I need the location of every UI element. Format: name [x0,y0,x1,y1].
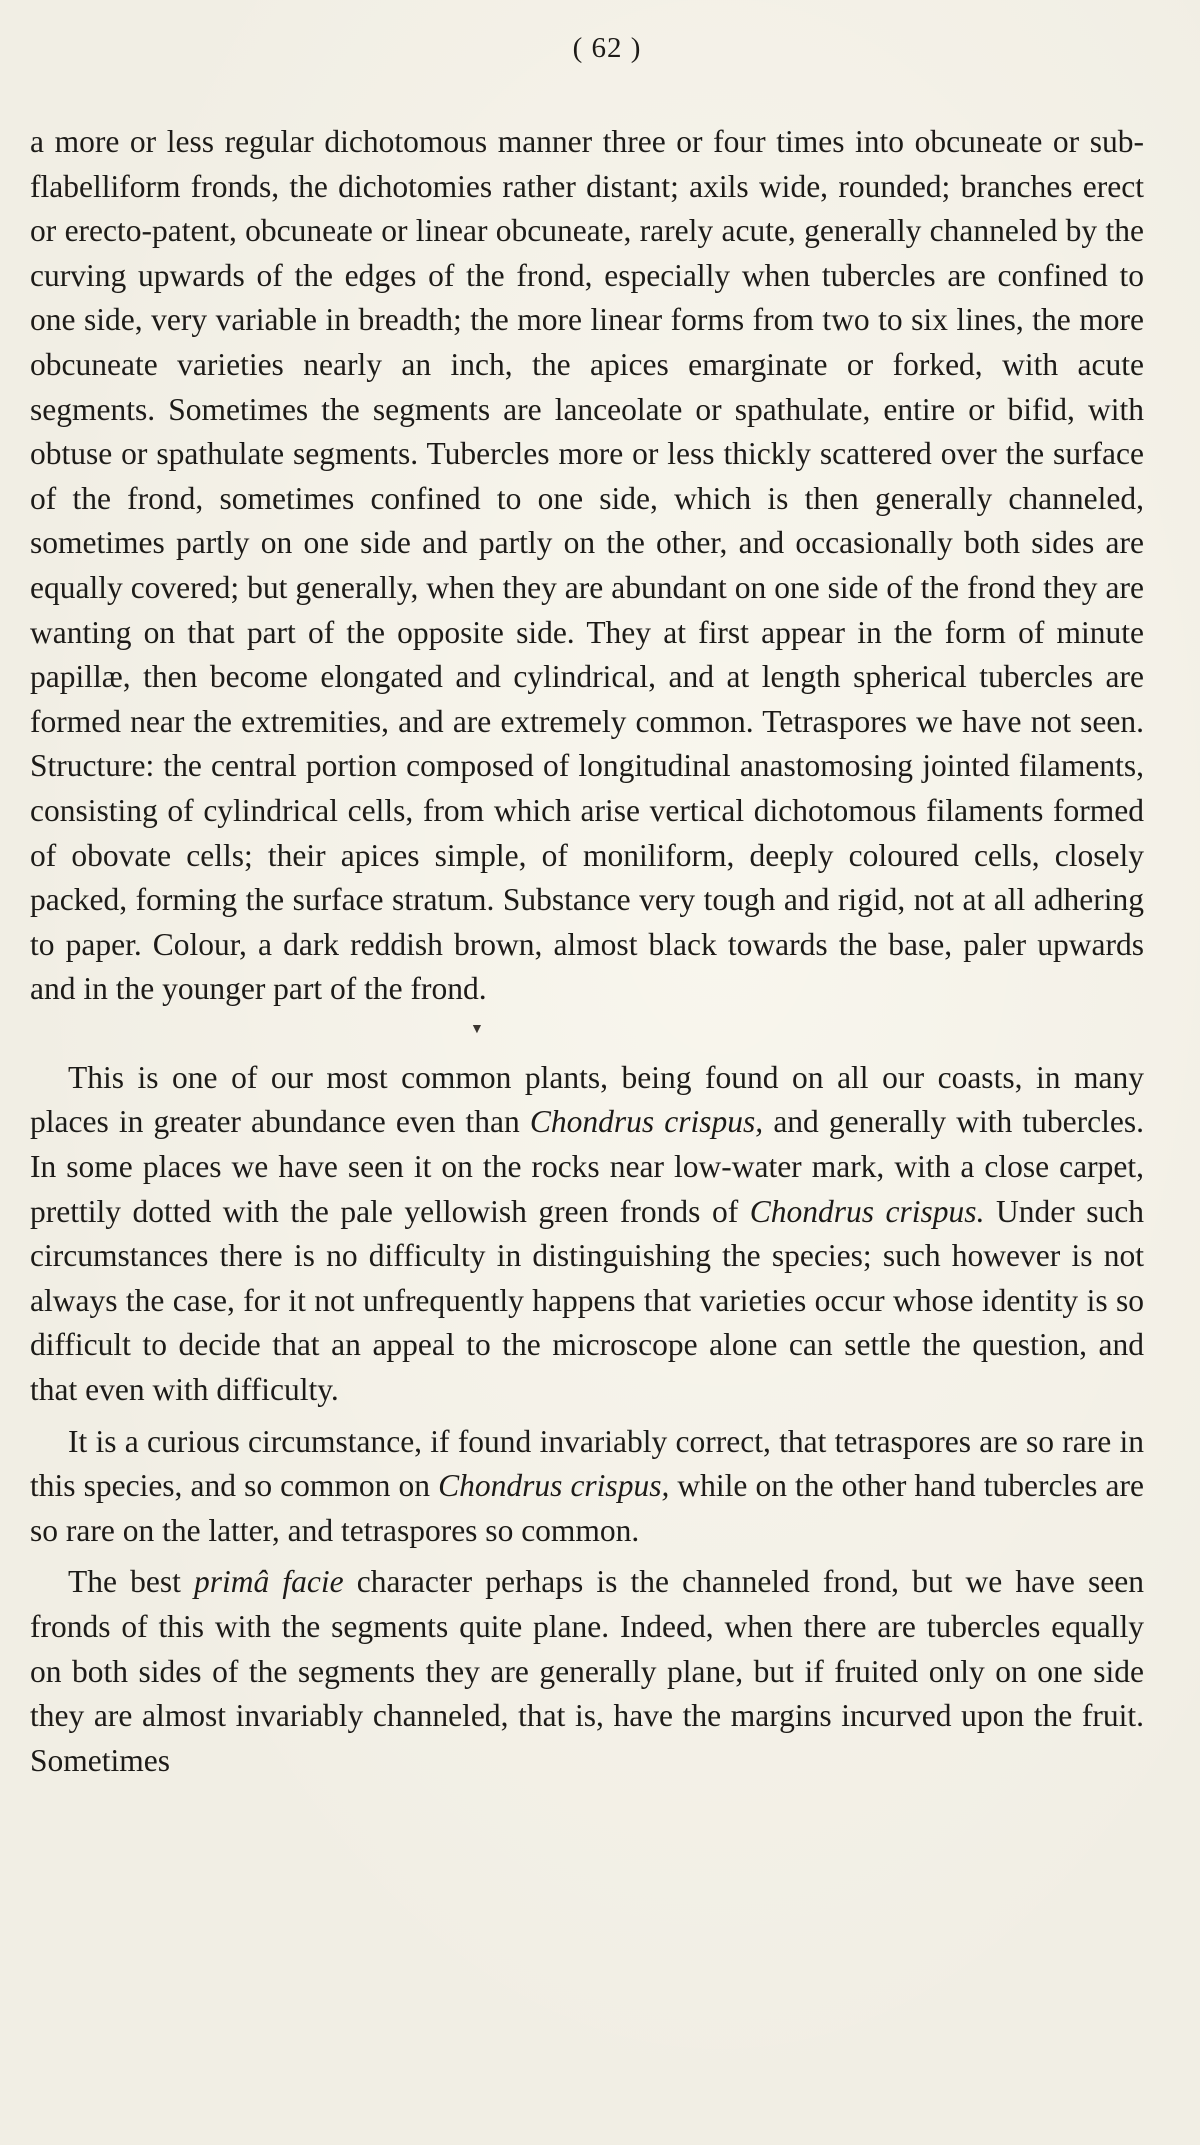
italic-term: Chondrus crispus, [529,1104,764,1140]
text-run: while on the other hand tubercles are so rare on the latter, and tetraspores so common. [30,1468,1144,1548]
paragraph-prima-facie [30,1560,1144,1783]
italic-term: Chondrus crispus, [438,1468,670,1504]
paragraph-curious-circumstance [30,1420,1144,1554]
text-run: a more or less regular dichotomous manner three or four times into obcuneate or sub-flabelliform fronds, the dichotomies rather distant; axils wide, rounded; branches erect or erecto-patent, obcuneate or linear obcuneate, rarely acute, generally channeled by the curving upwards of the edges of the frond, especially when tubercles are confined to one side, very variable in breadth; the more linear forms from two to six lines, the more obcuneate varieties nearly an inch, the apices emarginate or forked, with acute segments. Sometimes the segments are lanceolate or spathulate, entire or bifid, with obtuse or spathulate segments. Tubercles more or less thickly scattered over the surface of the frond, sometimes confined to one side, which is then generally channeled, sometimes partly on one side and partly on the other, and occasionally both sides are equally covered; but generally, when they are abundant on one side of the frond they are wanting on that part of the opposite side. They at first appear in the form of minute papillæ, then become elongated and cylindrical, and at length spherical tubercles are formed near the extremities, and are extremely common. Tetraspores we have not seen. Structure: the central portion composed of longitudinal anastomosing jointed filaments, consisting of cylindrical cells, from which arise vertical dichotomous filaments formed of obovate cells; their apices simple, of moniliform, deeply coloured cells, closely packed, forming the surface stratum. Substance very tough and rigid, not at all adhering to paper. Colour, a dark reddish brown, almost black towards the base, paler upwards and in the younger part of the frond. [30,124,1144,1007]
text-run: It is a curious circumstance, if found invariably correct, that tetraspores are so rare in this species, and so common on [30,1423,1144,1504]
paragraph-common-plants [30,1056,1144,1413]
body-text [30,120,1144,1783]
italic-term: primâ facie [193,1564,344,1600]
separator-mark: ▼ [470,1021,484,1037]
italic-term: Chondrus crispus. [749,1193,985,1229]
text-run: The best [68,1564,194,1600]
page-number: ( 62 ) [572,32,642,64]
text-run: and generally with tubercles. In some places we have seen it on the rocks near low-water mark, with a close carpet, prettily dotted with the pale yellowish green fronds of [30,1104,1144,1229]
text-run: character perhaps is the channeled frond, but we have seen fronds of this with the segments quite plane. Indeed, when there are tubercles equally on both sides of the segments they are generally plane, but if fruited only on one side they are almost invariably channeled, that is, have the margins incurved upon the fruit. Sometimes [30,1564,1144,1778]
section-separator [30,1012,1144,1056]
text-run: Under such circumstances there is no difficulty in distinguishing the species; such however is not always the case, for it not unfrequently happens that varieties occur whose identity is so difficult to decide that an appeal to the microscope alone can settle the question, and that even with difficulty. [30,1193,1144,1408]
paragraph-species-description [30,120,1144,1012]
text-run: This is one of our most common plants, being found on all our coasts, in many places in greater abundance even than [30,1059,1144,1140]
